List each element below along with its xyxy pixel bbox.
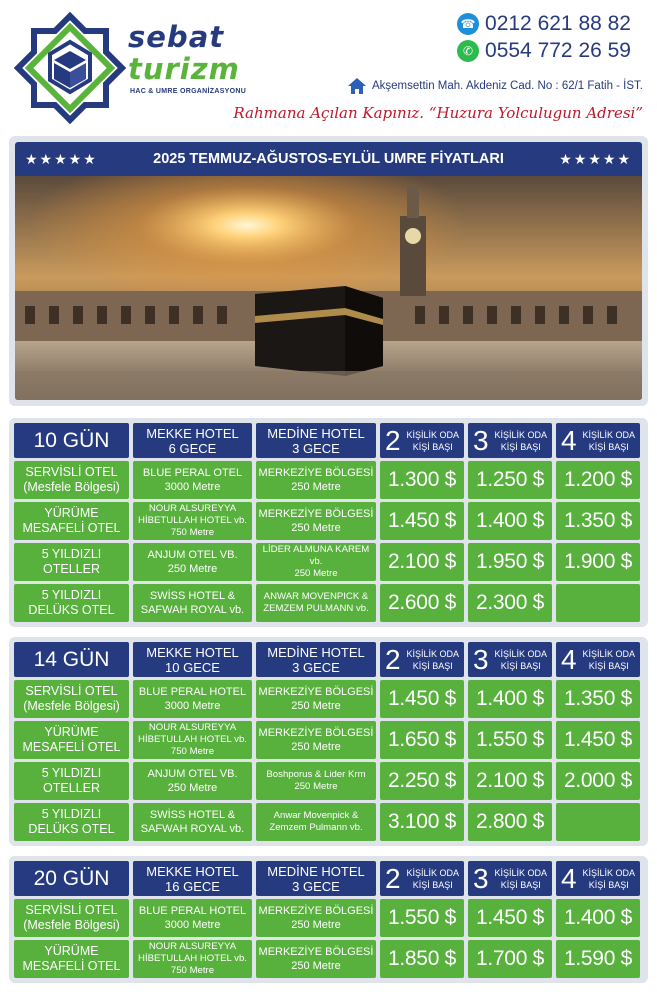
- medine-hotel-header: MEDİNE HOTEL 3 GECE: [256, 642, 376, 677]
- price-3-person: 1.400 $: [468, 502, 552, 540]
- mekke-hotel-cell: SWİSS HOTEL & SAFWAH ROYAL vb.: [133, 584, 252, 622]
- mekke-hotel-cell: ANJUM OTEL VB. 250 Metre: [133, 543, 252, 581]
- mekke-hotel-cell: BLUE PERAL OTEL 3000 Metre: [133, 461, 252, 499]
- row-type: SERVİSLİ OTEL (Mesfele Bölgesi): [14, 899, 129, 937]
- room-2-header: 2 KİŞİLİK ODA KİŞİ BAŞI: [380, 861, 464, 896]
- phone-line-2[interactable]: [457, 39, 631, 63]
- medine-hotel-cell: Anwar Movenpick & Zemzem Pulmann vb.: [256, 803, 376, 841]
- header: [0, 0, 657, 132]
- row-type: 5 YILDIZLI OTELLER: [14, 543, 129, 581]
- price-4-person: [556, 584, 640, 622]
- home-icon: [348, 78, 366, 94]
- whatsapp-icon: ✆: [457, 40, 479, 62]
- package-14-gun: [9, 637, 648, 846]
- row-type: SERVİSLİ OTEL (Mesfele Bölgesi): [14, 680, 129, 718]
- package-duration: 10 GÜN: [14, 423, 129, 458]
- price-4-person: [556, 803, 640, 841]
- price-3-person: 1.250 $: [468, 461, 552, 499]
- room-4-header: 4 KİŞİLİK ODA KİŞİ BAŞI: [556, 861, 640, 896]
- price-2-person: 2.250 $: [380, 762, 464, 800]
- package-duration: 14 GÜN: [14, 642, 129, 677]
- medine-hotel-header: MEDİNE HOTEL 3 GECE: [256, 861, 376, 896]
- mekke-hotel-cell: NOUR ALSUREYYA HİBETULLAH HOTEL vb. 750 Metre: [133, 940, 252, 978]
- price-2-person: 1.550 $: [380, 899, 464, 937]
- row-type: YÜRÜME MESAFELİ OTEL: [14, 502, 129, 540]
- price-2-person: 3.100 $: [380, 803, 464, 841]
- medine-hotel-cell: ANWAR MOVENPICK & ZEMZEM PULMANN vb.: [256, 584, 376, 622]
- phone-icon: ☎: [457, 13, 479, 35]
- medine-hotel-cell: Boshporus & Lider Krm 250 Metre: [256, 762, 376, 800]
- package-20-gun: [9, 856, 648, 983]
- brand-name-turizm: turizm: [128, 52, 240, 86]
- price-3-person: 2.300 $: [468, 584, 552, 622]
- row-type: 5 YILDIZLI DELÜKS OTEL: [14, 584, 129, 622]
- package-duration: 20 GÜN: [14, 861, 129, 896]
- mekke-hotel-cell: BLUE PERAL HOTEL 3000 Metre: [133, 680, 252, 718]
- stars-left: ★★★★★: [25, 150, 98, 167]
- row-type: SERVİSLİ OTEL (Mesfele Bölgesi): [14, 461, 129, 499]
- phone-line-1[interactable]: [457, 12, 631, 36]
- medine-hotel-header: MEDİNE HOTEL 3 GECE: [256, 423, 376, 458]
- phone-number-1: 0212 621 88 82: [485, 12, 631, 35]
- price-2-person: 1.300 $: [380, 461, 464, 499]
- price-2-person: 1.450 $: [380, 502, 464, 540]
- address: [348, 78, 643, 94]
- package-10-gun: [9, 418, 648, 627]
- price-3-person: 2.100 $: [468, 762, 552, 800]
- price-4-person: 1.450 $: [556, 721, 640, 759]
- price-3-person: 1.450 $: [468, 899, 552, 937]
- price-3-person: 1.550 $: [468, 721, 552, 759]
- mekke-hotel-header: MEKKE HOTEL 16 GECE: [133, 861, 252, 896]
- price-4-person: 1.400 $: [556, 899, 640, 937]
- price-4-person: 1.350 $: [556, 502, 640, 540]
- mekke-hotel-header: MEKKE HOTEL 6 GECE: [133, 423, 252, 458]
- brand-tagline: HAC & UMRE ORGANİZASYONU: [130, 88, 247, 95]
- slogan: Rahmana Açılan Kapınız. “Huzura Yolculugun Adresi”: [233, 104, 643, 122]
- price-2-person: 1.450 $: [380, 680, 464, 718]
- price-4-person: 1.350 $: [556, 680, 640, 718]
- logo: [14, 12, 126, 124]
- hero-title-bar: [15, 142, 642, 176]
- kaaba-photo: [15, 176, 642, 400]
- medine-hotel-cell: MERKEZİYE BÖLGESİ 250 Metre: [256, 502, 376, 540]
- price-4-person: 2.000 $: [556, 762, 640, 800]
- brand-name-sebat: sebat: [128, 20, 225, 54]
- mekke-hotel-cell: ANJUM OTEL VB. 250 Metre: [133, 762, 252, 800]
- row-type: 5 YILDIZLI DELÜKS OTEL: [14, 803, 129, 841]
- room-3-header: 3 KİŞİLİK ODA KİŞİ BAŞI: [468, 423, 552, 458]
- hero-banner: [9, 136, 648, 406]
- mekke-hotel-cell: BLUE PERAL HOTEL 3000 Metre: [133, 899, 252, 937]
- room-2-header: 2 KİŞİLİK ODA KİŞİ BAŞI: [380, 423, 464, 458]
- room-3-header: 3 KİŞİLİK ODA KİŞİ BAŞI: [468, 642, 552, 677]
- medine-hotel-cell: MERKEZİYE BÖLGESİ 250 Metre: [256, 721, 376, 759]
- price-3-person: 2.800 $: [468, 803, 552, 841]
- row-type: YÜRÜME MESAFELİ OTEL: [14, 721, 129, 759]
- price-2-person: 2.600 $: [380, 584, 464, 622]
- price-2-person: 1.850 $: [380, 940, 464, 978]
- phone-number-2: 0554 772 26 59: [485, 39, 631, 62]
- medine-hotel-cell: MERKEZİYE BÖLGESİ 250 Metre: [256, 899, 376, 937]
- room-4-header: 4 KİŞİLİK ODA KİŞİ BAŞI: [556, 642, 640, 677]
- price-3-person: 1.400 $: [468, 680, 552, 718]
- price-4-person: 1.900 $: [556, 543, 640, 581]
- price-4-person: 1.590 $: [556, 940, 640, 978]
- mekke-hotel-header: MEKKE HOTEL 10 GECE: [133, 642, 252, 677]
- stars-right: ★★★★★: [559, 150, 632, 167]
- medine-hotel-cell: MERKEZİYE BÖLGESİ 250 Metre: [256, 680, 376, 718]
- room-3-header: 3 KİŞİLİK ODA KİŞİ BAŞI: [468, 861, 552, 896]
- address-text: Akşemsettin Mah. Akdeniz Cad. No : 62/1 Fatih - İST.: [371, 80, 643, 92]
- row-type: 5 YILDIZLI OTELLER: [14, 762, 129, 800]
- room-4-header: 4 KİŞİLİK ODA KİŞİ BAŞI: [556, 423, 640, 458]
- price-3-person: 1.700 $: [468, 940, 552, 978]
- mekke-hotel-cell: SWİSS HOTEL & SAFWAH ROYAL vb.: [133, 803, 252, 841]
- price-2-person: 1.650 $: [380, 721, 464, 759]
- price-2-person: 2.100 $: [380, 543, 464, 581]
- mekke-hotel-cell: NOUR ALSUREYYA HİBETULLAH HOTEL vb. 750 Metre: [133, 502, 252, 540]
- price-3-person: 1.950 $: [468, 543, 552, 581]
- hero-title: 2025 TEMMUZ-AĞUSTOS-EYLÜL UMRE FİYATLARI: [153, 151, 504, 167]
- price-4-person: 1.200 $: [556, 461, 640, 499]
- room-2-header: 2 KİŞİLİK ODA KİŞİ BAŞI: [380, 642, 464, 677]
- row-type: YÜRÜME MESAFELİ OTEL: [14, 940, 129, 978]
- medine-hotel-cell: MERKEZİYE BÖLGESİ 250 Metre: [256, 940, 376, 978]
- medine-hotel-cell: MERKEZİYE BÖLGESİ 250 Metre: [256, 461, 376, 499]
- mekke-hotel-cell: NOUR ALSUREYYA HİBETULLAH HOTEL vb. 750 Metre: [133, 721, 252, 759]
- medine-hotel-cell: LİDER ALMUNA KAREM vb. 250 Metre: [256, 543, 376, 581]
